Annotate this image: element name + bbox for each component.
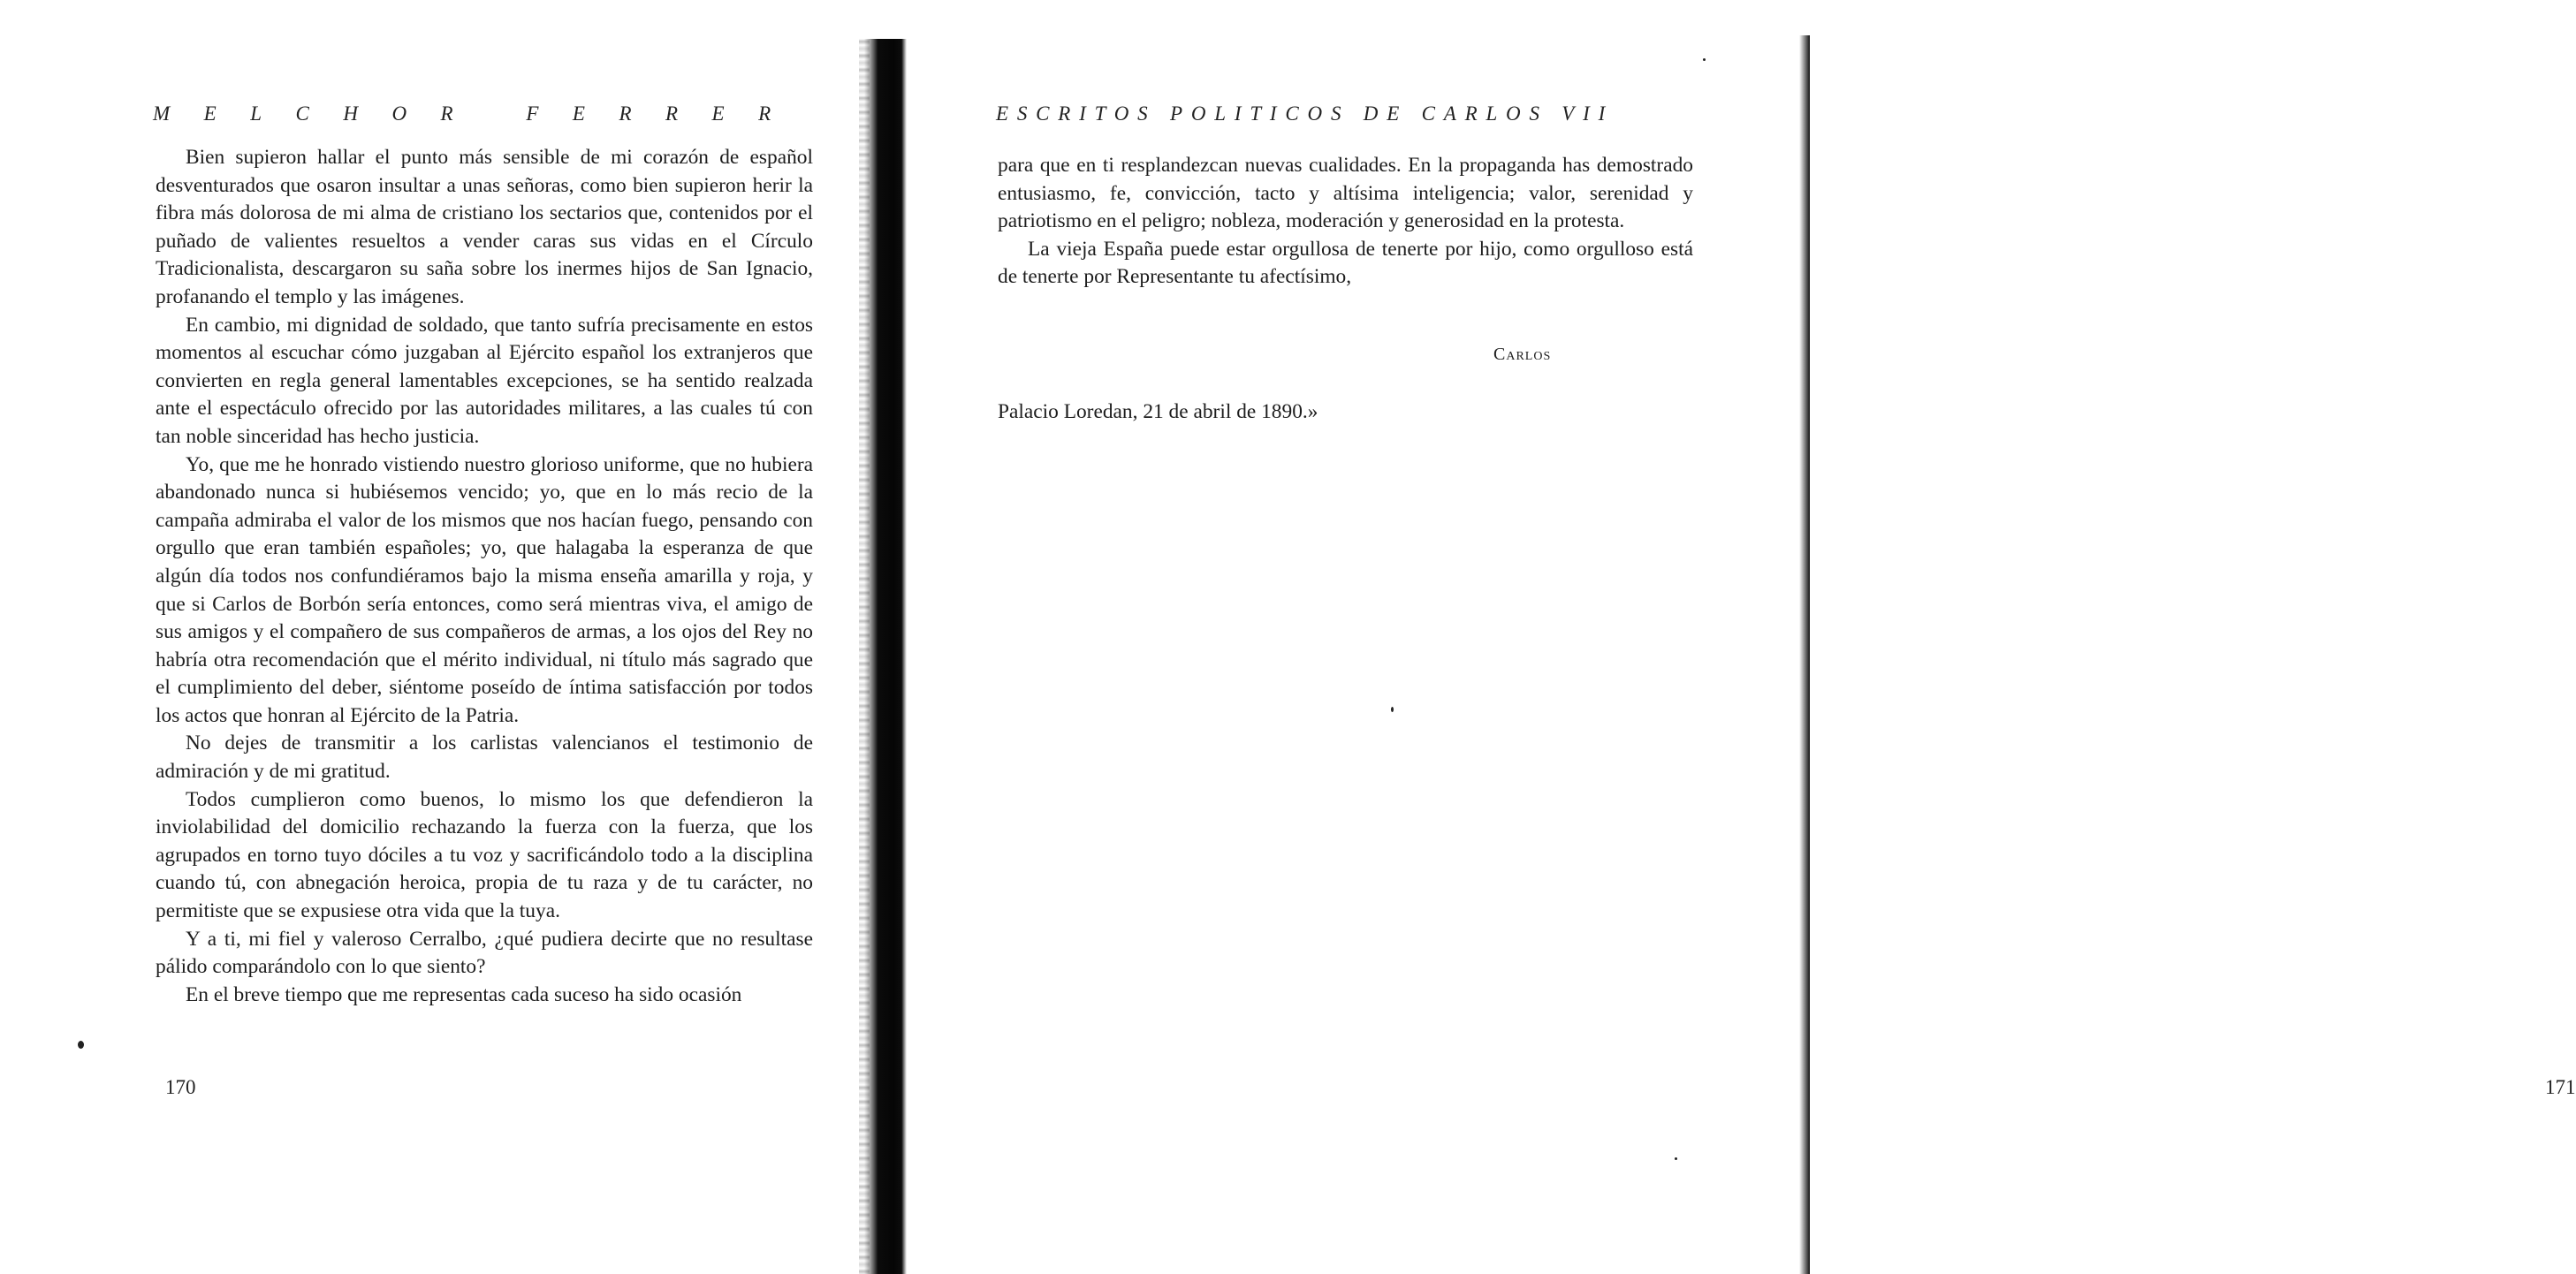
paragraph: Todos cumplieron como buenos, lo mismo los que defendieron la inviolabilidad del domicilio rechazando la fuerza con la fuerza, que los agrupados en torno tuyo dóciles a tu voz y sacrificándolo todo a la disciplina cuando tú, con abnegación heroica, propia de tu raza y de tu carácter, no permitiste que se expusiese otra vida que la tuya. xyxy=(156,787,813,923)
paragraph: No dejes de transmitir a los carlistas valencianos el testimonio de admiración y de mi gratitud. xyxy=(156,732,813,784)
running-head-left: MELCHOR FERRER xyxy=(153,102,805,125)
page-edge-shadow xyxy=(1799,35,1810,1274)
paragraph: Y a ti, mi fiel y valeroso Cerralbo, ¿qué pudiera decirte que no resultase pálido comparándolo con lo que siento? xyxy=(156,927,813,979)
right-page xyxy=(919,0,2576,1274)
scan-speck xyxy=(78,1041,84,1049)
paragraph: En cambio, mi dignidad de soldado, que tanto sufría precisamente en estos momentos al escuchar cómo juzgaban al Ejército español los extranjeros que convierten en regla general lamentables excepciones, se ha sentido realzada ante el espectáculo ofrecido por las autoridades militares, a las cuales tú con tan noble sinceridad has hecho justicia. xyxy=(156,313,813,448)
paragraph: La vieja España puede estar orgullosa de tenerte por hijo, como orgulloso está de tenerte por Representante tu afectísimo, xyxy=(998,237,1693,289)
left-page xyxy=(0,0,870,1274)
scan-speck xyxy=(1703,58,1706,61)
dateline: Palacio Loredan, 21 de abril de 1890.» xyxy=(998,400,1318,423)
book-gutter xyxy=(864,39,907,1274)
page-number-right: 171 xyxy=(2545,1076,2576,1098)
running-head-right: ESCRITOS POLITICOS DE CARLOS VII xyxy=(996,102,1615,125)
signature: Carlos xyxy=(1493,345,1552,364)
paragraph: En el breve tiempo que me representas cada suceso ha sido ocasión xyxy=(186,982,742,1006)
body-text-right xyxy=(998,152,1693,292)
paragraph: para que en ti resplandezcan nuevas cualidades. En la propaganda has demostrado entusiasmo, fe, convicción, tacto y altísima inteligencia; valor, serenidad y patriotismo en el peligro; nobleza, moderación y generosidad en la protesta. xyxy=(998,154,1693,233)
body-text-left xyxy=(156,144,813,1009)
page-number-left: 170 xyxy=(165,1076,196,1098)
paragraph: Yo, que me he honrado vistiendo nuestro glorioso uniforme, que no hubiera abandonado nunca si hubiésemos vencido; yo, que en lo más recio de la campaña admiraba el valor de los mismos que nos hacían fuego, pensando con orgullo que eran también españoles; yo, que halagaba la esperanza de que algún día todos nos confundiéramos bajo la misma enseña amarilla y roja, y que si Carlos de Borbón sería entonces, como será mientras viva, el amigo de sus amigos y el compañero de sus compañeros de armas, a los ojos del Rey no habría otra recomendación que el mérito individual, ni título más sagrado que el cumplimiento del deber, siéntome poseído de íntima satisfacción por todos los actos que honran al Ejército de la Patria. xyxy=(156,452,813,727)
scan-speck xyxy=(1391,707,1394,712)
paragraph: Bien supieron hallar el punto más sensible de mi corazón de español desventurados que osaron insultar a unas señoras, como bien supieron herir la fibra más dolorosa de mi alma de cristiano los sectarios que, contenidos por el puñado de valientes resueltos a vender caras sus vidas en el Círculo Tradicionalista, descargaron su saña sobre los inermes hijos de San Ignacio, profanando el templo y las imágenes. xyxy=(156,146,813,308)
scan-speck xyxy=(1675,1157,1677,1160)
